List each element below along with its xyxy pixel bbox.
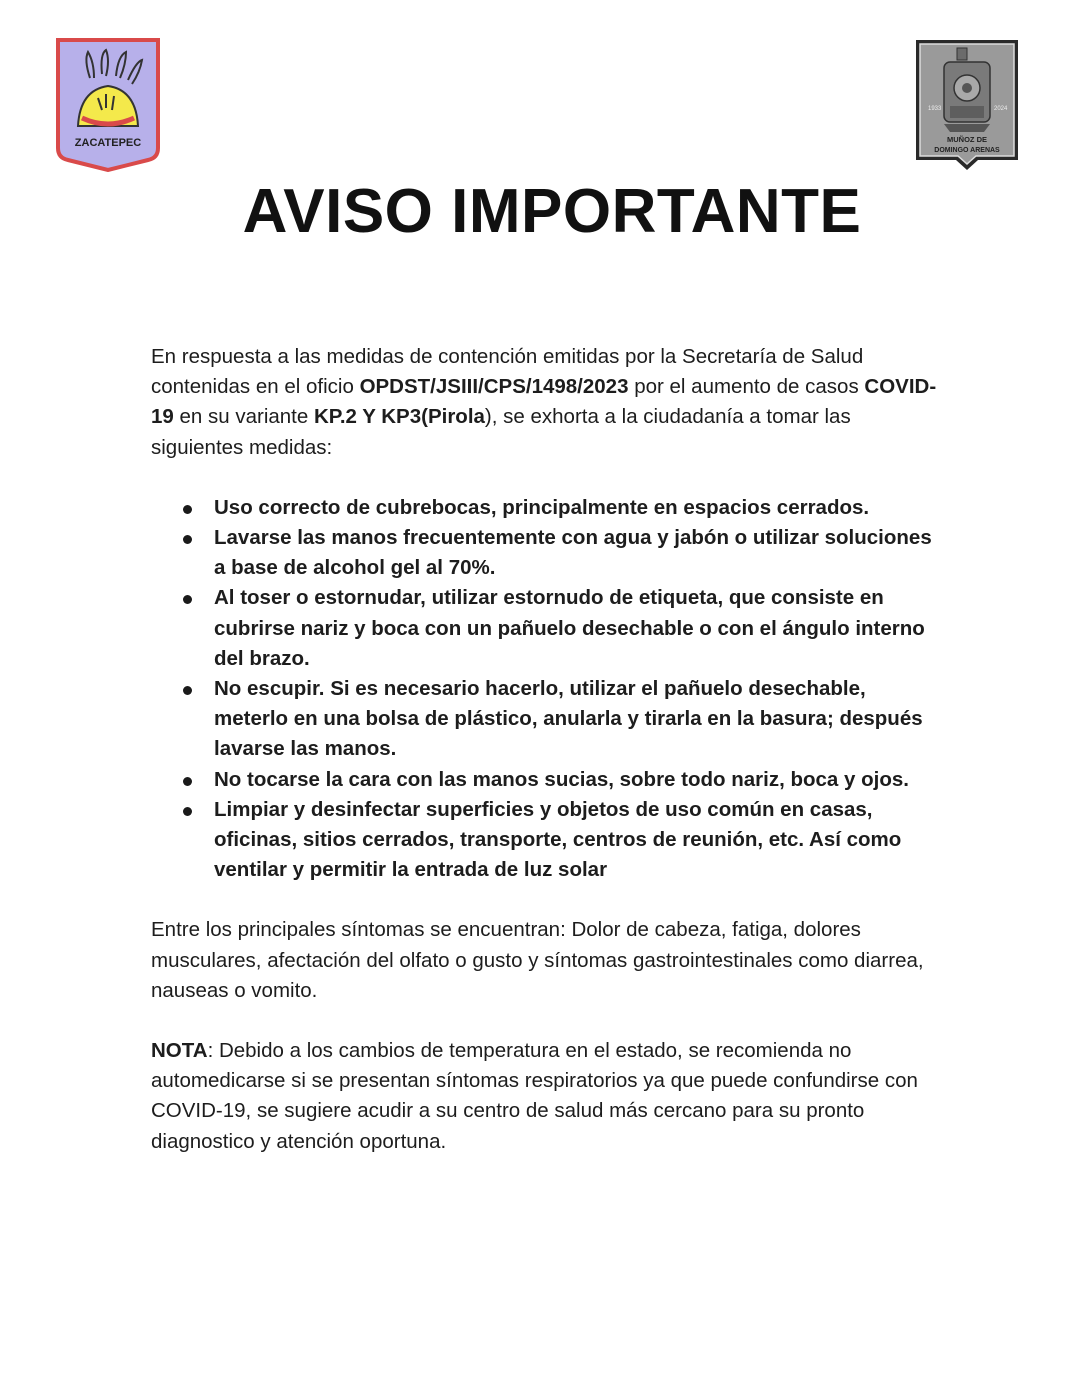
svg-text:MUÑOZ DE: MUÑOZ DE	[947, 135, 987, 144]
list-item: Lavarse las manos frecuentemente con agua y jabón o utilizar soluciones a base de alcohol gel al 70%.	[151, 523, 941, 583]
bullet-icon	[183, 686, 192, 695]
symptoms-paragraph: Entre los principales síntomas se encuentran: Dolor de cabeza, fatiga, dolores musculares, afectación del olfato o gusto y síntomas gastrointestinales como diarrea, nauseas o vomito.	[151, 918, 924, 1002]
bullet-icon	[183, 595, 192, 604]
svg-text:2024: 2024	[994, 106, 1008, 112]
svg-text:DOMINGO ARENAS: DOMINGO ARENAS	[934, 147, 1000, 154]
zacatepec-shield-icon	[56, 38, 160, 172]
page-title: AVISO IMPORTANTE	[242, 177, 862, 246]
bullet-icon	[183, 535, 192, 544]
note-label: NOTA	[151, 1039, 208, 1063]
note-paragraph: NOTA: Debido a los cambios de temperatura en el estado, se recomienda no automedicarse si se presentan síntomas respiratorios ya que puede confundirse con COVID-19, se sugiere acudir a su centro de salud más cercano para su pronto diagnostico y atención oportuna.	[151, 1039, 918, 1153]
train-shield-icon	[914, 38, 1020, 174]
bullet-icon	[183, 777, 192, 786]
list-item: Limpiar y desinfectar superficies y objetos de uso común en casas, oficinas, sitios cerrados, transporte, centros de reunión, etc. Así como ventilar y permitir la entrada de luz solar	[151, 795, 941, 886]
svg-text:1933: 1933	[928, 106, 942, 112]
bullet-icon	[183, 505, 192, 514]
notice-body	[151, 342, 941, 1157]
munoz-domingo-arenas-logo	[914, 38, 1020, 174]
list-item: No tocarse la cara con las manos sucias, sobre todo nariz, boca y ojos.	[151, 765, 941, 795]
list-item: Uso correcto de cubrebocas, principalmente en espacios cerrados.	[151, 493, 941, 523]
intro-paragraph: En respuesta a las medidas de contención emitidas por la Secretaría de Salud contenidas en el oficio OPDST/JSIII/CPS/1498/2023 por el aumento de casos COVID-19 en su variante KP.2 Y KP3(Pirola), se exhorta a la ciudadanía a tomar las siguientes medidas:	[151, 345, 937, 459]
list-item: Al toser o estornudar, utilizar estornudo de etiqueta, que consiste en cubrirse nariz y boca con un pañuelo desechable o con el ángulo interno del brazo.	[151, 583, 941, 674]
zacatepec-logo	[56, 38, 160, 172]
svg-text:ZACATEPEC: ZACATEPEC	[74, 137, 142, 149]
list-item: No escupir. Si es necesario hacerlo, utilizar el pañuelo desechable, meterlo en una bolsa de plástico, anularla y tirarla en la basura; después lavarse las manos.	[151, 674, 941, 765]
bullet-icon	[183, 807, 192, 816]
measures-list	[151, 493, 941, 886]
